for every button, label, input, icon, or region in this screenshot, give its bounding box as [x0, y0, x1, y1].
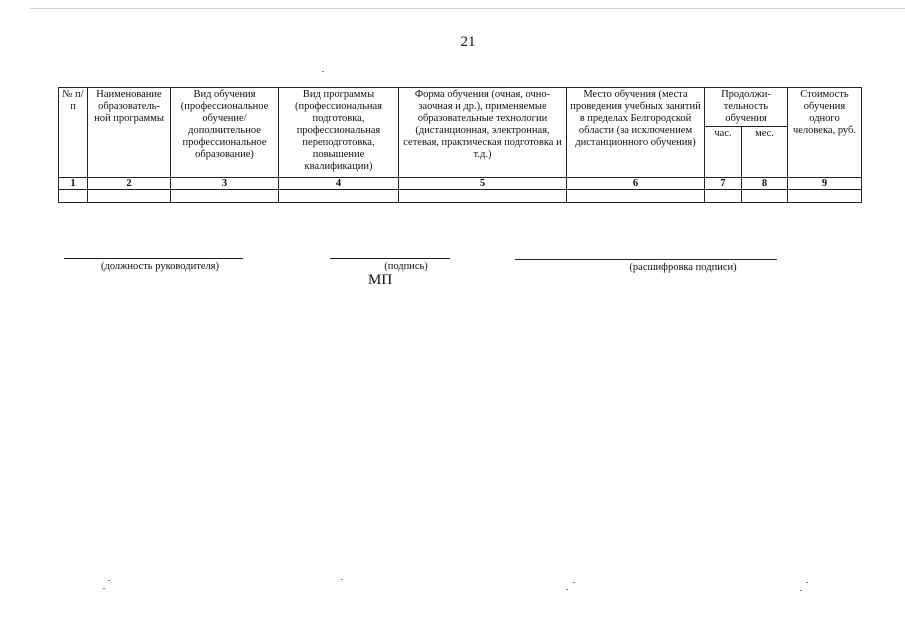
empty-cell [59, 190, 88, 203]
column-number: 5 [399, 178, 567, 190]
header-duration: Продолжи-тельность обучения [705, 88, 788, 127]
header-program-name: Наименование образователь-ной программы [88, 88, 171, 178]
column-number: 4 [279, 178, 399, 190]
column-number: 1 [59, 178, 88, 190]
scan-speck [108, 580, 110, 581]
empty-cell [742, 190, 788, 203]
position-caption: (должность руководителя) [100, 261, 220, 272]
scan-speck [566, 589, 568, 590]
empty-cell [88, 190, 171, 203]
position-signature-line [64, 258, 243, 259]
decoding-caption: (расшифровка подписи) [629, 262, 737, 273]
column-number: 3 [171, 178, 279, 190]
empty-cell [171, 190, 279, 203]
column-number: 6 [567, 178, 705, 190]
signature-line [330, 258, 450, 259]
column-number: 2 [88, 178, 171, 190]
page-number: 21 [460, 34, 476, 50]
scan-speck [806, 582, 808, 583]
stamp-mark: МП [368, 272, 393, 288]
header-study-form: Форма обучения (очная, очно-заочная и др.), применяемые образовательные технологии (дистанционная, электронная, сетевая, практическая подготовка и т.д.) [399, 88, 567, 178]
scan-speck [573, 582, 575, 583]
table-row [59, 190, 862, 203]
scan-speck [800, 590, 802, 591]
scan-speck [322, 71, 324, 72]
scan-speck [103, 588, 105, 589]
programs-table [58, 87, 862, 203]
header-hours: час. [705, 127, 742, 178]
column-number: 7 [705, 178, 742, 190]
empty-cell [567, 190, 705, 203]
header-training-type: Вид обучения (профессиональное обучение/ дополнительное профессиональное образование) [171, 88, 279, 178]
empty-cell [788, 190, 862, 203]
signature-caption: (подпись) [384, 261, 428, 272]
column-numbers-row [59, 178, 862, 190]
header-study-place: Место обучения (места проведения учебных занятий в пределах Белгородской области (за исключением дистанционного обучения) [567, 88, 705, 178]
empty-cell [399, 190, 567, 203]
empty-cell [279, 190, 399, 203]
header-cost: Стоимость обучения одного человека, руб. [788, 88, 862, 178]
column-number: 9 [788, 178, 862, 190]
empty-cell [705, 190, 742, 203]
column-number: 8 [742, 178, 788, 190]
page-top-edge [30, 8, 905, 9]
header-number: № п/п [59, 88, 88, 178]
decoding-signature-line [515, 259, 777, 260]
scan-speck [341, 579, 343, 580]
header-program-type: Вид программы (профессиональная подготовка, профессиональная переподготовка, повышение квалификации) [279, 88, 399, 178]
header-months: мес. [742, 127, 788, 178]
